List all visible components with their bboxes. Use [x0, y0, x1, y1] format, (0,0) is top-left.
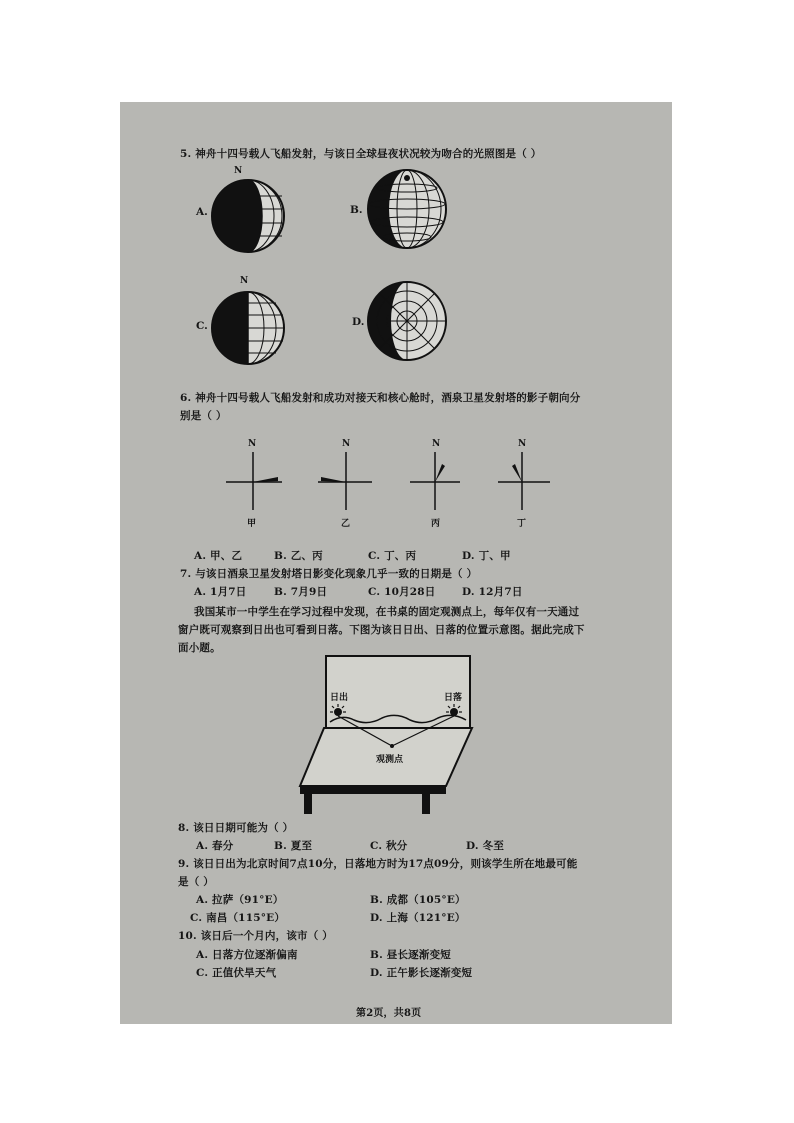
q6-option-a: A. 甲、乙 [194, 550, 243, 562]
label-bing: 丙 [431, 519, 441, 529]
sunrise-sunset-diagram [296, 654, 496, 814]
compass-ding-north: N [518, 439, 527, 449]
question-6-text-line2: 别是（ ） [180, 410, 227, 422]
q6-option-b: B. 乙、丙 [274, 550, 323, 562]
q8-option-b: B. 夏至 [274, 840, 313, 852]
compass-yi [318, 452, 372, 510]
q8-option-d: D. 冬至 [466, 840, 505, 852]
globe-b-illustration [364, 166, 450, 252]
q7-option-d: D. 12月7日 [462, 586, 523, 598]
scanned-page [120, 102, 672, 1024]
compass-bing-north: N [432, 439, 441, 449]
passage-line-2: 窗户既可观察到日出也可看到日落。下图为该日日出、日落的位置示意图。据此完成下 [178, 624, 585, 636]
sunrise-label: 日出 [330, 693, 349, 703]
q5-option-c-label: C. [196, 320, 208, 332]
globe-c-illustration [208, 288, 288, 368]
question-7-text: 7. 与该日酒泉卫星发射塔日影变化现象几乎一致的日期是（ ） [180, 568, 478, 580]
q10-option-a: A. 日落方位逐渐偏南 [196, 949, 298, 961]
passage-line-1: 我国某市一中学生在学习过程中发现，在书桌的固定观测点上，每年仅有一天通过 [194, 606, 580, 618]
question-6-text-line1: 6. 神舟十四号载人飞船发射和成功对接天和核心舱时，酒泉卫星发射塔的影子朝向分 [180, 392, 581, 404]
q6-option-c: C. 丁、丙 [368, 550, 417, 562]
q5-option-b-label: B. [350, 204, 363, 216]
q5-option-a-label: A. [196, 206, 208, 218]
q7-option-c: C. 10月28日 [368, 586, 436, 598]
q5-option-d-label: D. [352, 316, 365, 328]
question-5-text: 5. 神舟十四号载人飞船发射，与该日全球昼夜状况较为吻合的光照图是（ ） [180, 148, 542, 160]
compass-jia-north: N [248, 439, 257, 449]
label-ding: 丁 [517, 519, 527, 529]
question-8-text: 8. 该日日期可能为（ ） [178, 822, 294, 834]
q10-option-b: B. 昼长逐渐变短 [370, 949, 451, 961]
globe-c-north-label: N [240, 276, 249, 286]
question-9-text-line2: 是（ ） [178, 876, 214, 888]
compass-jia [226, 452, 282, 510]
q9-option-b: B. 成都（105°E） [370, 894, 466, 906]
q7-option-a: A. 1月7日 [194, 586, 247, 598]
label-jia: 甲 [247, 519, 257, 529]
globe-a-north-label: N [234, 166, 243, 176]
sunset-label: 日落 [444, 693, 463, 703]
q10-option-c: C. 正值伏旱天气 [196, 967, 277, 979]
page-number: 第2页，共8页 [356, 1008, 422, 1019]
q8-option-a: A. 春分 [196, 840, 234, 852]
q6-option-d: D. 丁、甲 [462, 550, 511, 562]
q9-option-c: C. 南昌（115°E） [190, 912, 286, 924]
observe-point-label: 观测点 [376, 755, 404, 765]
q10-option-d: D. 正午影长逐渐变短 [370, 967, 473, 979]
passage-line-3: 面小题。 [178, 642, 221, 654]
compass-bing [410, 452, 460, 510]
q8-option-c: C. 秋分 [370, 840, 408, 852]
globe-d-illustration [364, 278, 450, 364]
globe-a-illustration [208, 176, 288, 256]
question-9-text-line1: 9. 该日日出为北京时间7点10分，日落地方时为17点09分，则该学生所在地最可能 [178, 858, 578, 870]
label-yi: 乙 [341, 519, 351, 529]
question-10-text: 10. 该日后一个月内，该市（ ） [178, 930, 333, 942]
q9-option-d: D. 上海（121°E） [370, 912, 466, 924]
compass-yi-north: N [342, 439, 351, 449]
shadow-direction-compasses [220, 452, 560, 512]
compass-ding [498, 452, 550, 510]
q9-option-a: A. 拉萨（91°E） [196, 894, 284, 906]
q7-option-b: B. 7月9日 [274, 586, 328, 598]
